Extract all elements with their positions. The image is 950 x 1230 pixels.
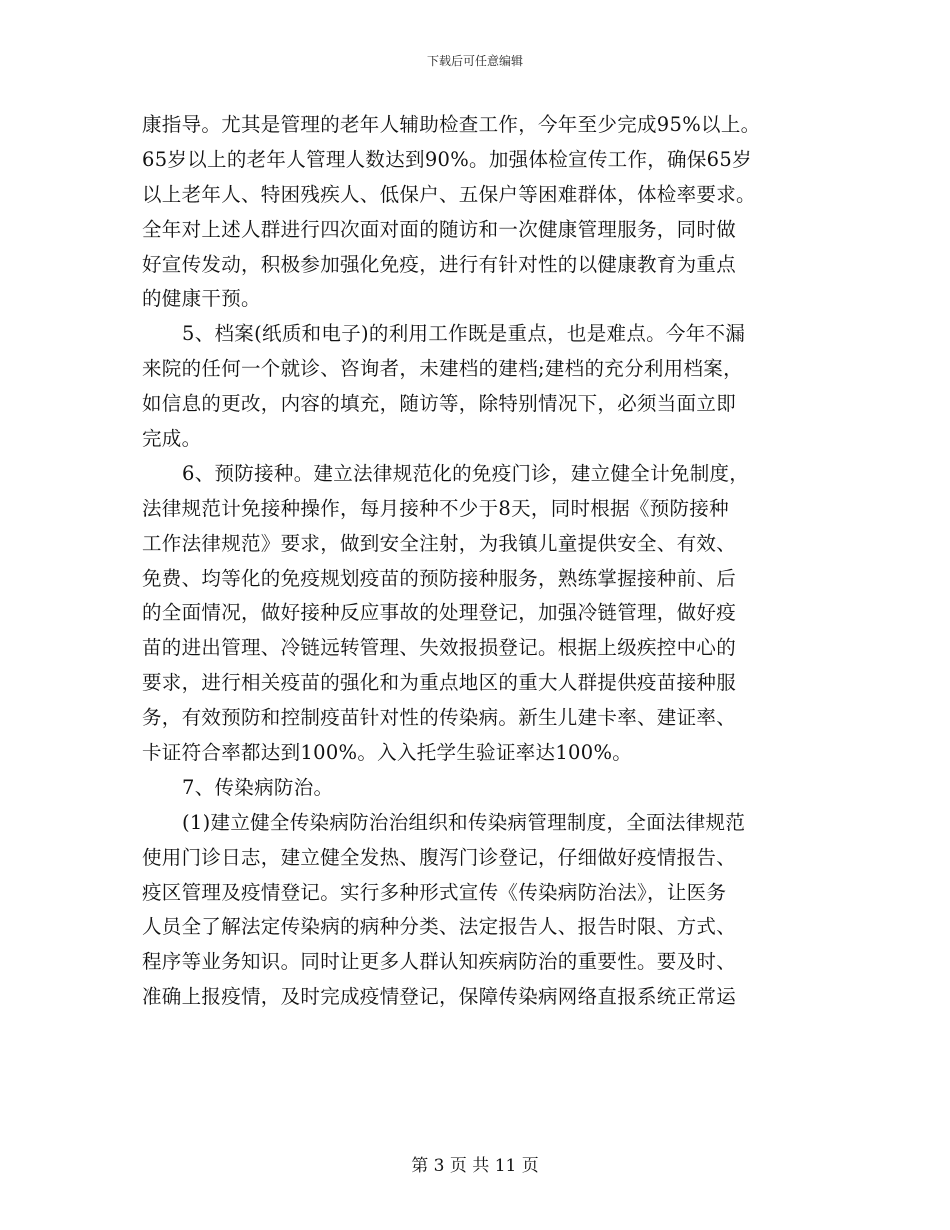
text-line: 7、传染病防治。 [182,775,334,799]
text-line: 6、预防接种。建立法律规范化的免疫门诊，建立健全计免制度， [182,461,750,485]
text-line: 好宣传发动，积极参加强化免疫，进行有针对性的以健康教育为重点 [142,252,737,276]
text-line: 来院的任何一个就诊、咨询者，未建档的建档;建档的充分利用档案， [142,357,743,381]
text-line: 卡证符合率都达到100%。入入托学生验证率达100%。 [142,741,633,765]
text-line: 免费、均等化的免疫规划疫苗的预防接种服务，熟练掌握接种前、后 [142,566,737,590]
text-line: 苗的进出管理、冷链远转管理、失效报损登记。根据上级疾控中心的 [142,636,737,660]
text-line: 疫区管理及疫情登记。实行多种形式宣传《传染病防治法》，让医务 [142,880,727,904]
page-number-footer: 第 3 页 共 11 页 [411,1156,539,1176]
text-line: 的全面情况，做好接种反应事故的处理登记，加强冷链管理，做好疫 [142,601,737,625]
text-line: 要求，进行相关疫苗的强化和为重点地区的重大人群提供疫苗接种服 [142,671,737,695]
text-line: (1)建立健全传染病防治治组织和传染病管理制度，全面法律规范 [182,810,746,834]
text-line: 人员全了解法定传染病的病种分类、法定报告人、报告时限、方式、 [142,915,737,939]
page-header-note: 下载后可任意编辑 [426,54,523,68]
text-line: 康指导。尤其是管理的老年人辅助检查工作，今年至少完成95%以上。 [142,113,761,136]
text-line: 法律规范计免接种操作，每月接种不少于8天，同时根据《预防接种 [142,496,729,520]
text-line: 工作法律规范》要求，做到安全注射，为我镇儿童提供安全、有效、 [142,531,737,555]
text-line: 5、档案(纸质和电子)的利用工作既是重点，也是难点。今年不漏 [182,322,746,346]
text-line: 全年对上述人群进行四次面对面的随访和一次健康管理服务，同时做 [142,217,737,241]
text-line: 程序等业务知识。同时让更多人群认知疾病防治的重要性。要及时、 [142,950,737,974]
text-line: 以上老年人、特困残疾人、低保户、五保户等困难群体，体检率要求。 [142,182,756,206]
text-line: 完成。 [142,427,202,451]
document-body [142,108,806,1015]
text-line: 的健康干预。 [142,287,261,311]
text-line: 如信息的更改，内容的填充，随访等，除特别情况下，必须当面立即 [142,392,737,416]
text-line: 务，有效预防和控制疫苗针对性的传染病。新生儿建卡率、建证率、 [142,706,737,730]
text-line: 准确上报疫情，及时完成疫情登记，保障传染病网络直报系统正常运 [142,985,737,1009]
text-line: 65岁以上的老年人管理人数达到90%。加强体检宣传工作，确保65岁 [142,147,752,171]
text-line: 使用门诊日志，建立健全发热、腹泻门诊登记，仔细做好疫情报告、 [142,845,737,869]
